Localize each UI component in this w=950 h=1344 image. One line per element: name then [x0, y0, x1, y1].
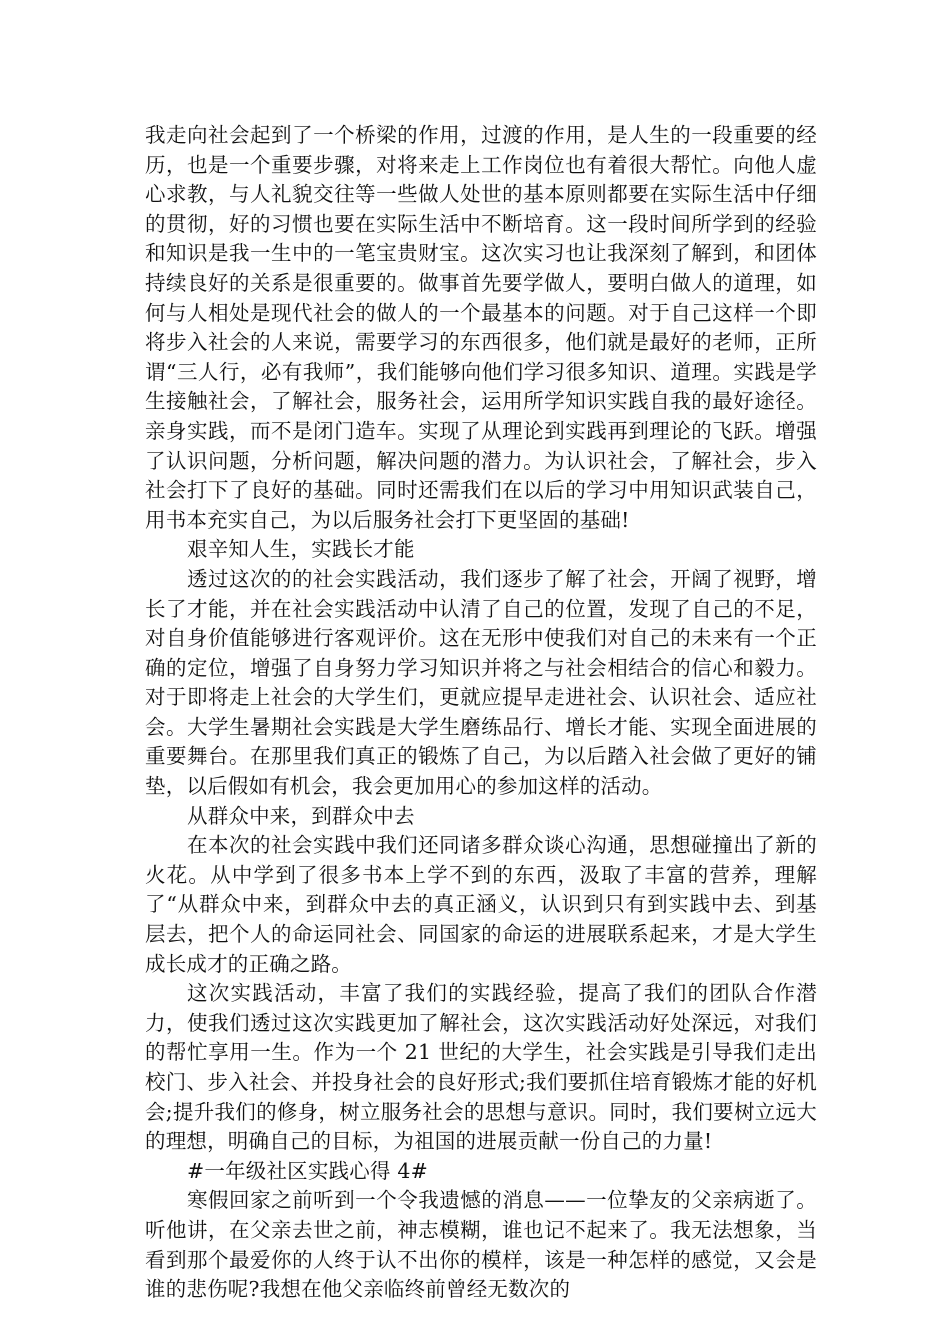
section-heading-4: #一年级社区实践心得 4# [187, 1158, 429, 1183]
paragraph-3: 在本次的社会实践中我们还同诸多群众谈心沟通，思想碰撞出了新的火花。从中学到了很多书本上学不到的东西，汲取了丰富的营养，理解了“从群众中来，到群众中去的真正涵义，认识到只有到实践中去、到基层去，把个人的命运同社会、同国家的命运的进展联系起来，才是大学生成长成才的正确之路。 [145, 833, 817, 976]
paragraph-4: 这次实践活动，丰富了我们的实践经验，提高了我们的团队合作潜力，使我们透过这次实践更加了解社会，这次实践活动好处深远，对我们的帮忙享用一生。作为一个 21 世纪的大学生，社会实践是引导我们走出校门、步入社会、并投身社会的良好形式;我们要抓住培育锻炼才能的好机会;提升我们的修身，树立服务社会的思想与意识。同时，我们要树立远大的理想，明确自己的目标，为祖国的进展贡献一份自己的力量! [145, 981, 817, 1154]
paragraph-1: 我走向社会起到了一个桥梁的作用，过渡的作用，是人生的一段重要的经历，也是一个重要步骤，对将来走上工作岗位也有着很大帮忙。向他人虚心求教，与人礼貌交往等一些做人处世的基本原则都要在实际生活中仔细的贯彻，好的习惯也要在实际生活中不断培育。这一段时间所学到的经验和知识是我一生中的一笔宝贵财宝。这次实习也让我深刻了解到，和团体持续良好的关系是很重要的。做事首先要学做人，要明白做人的道理，如何与人相处是现代社会的做人的一个最基本的问题。对于自己这样一个即将步入社会的人来说，需要学习的东西很多，他们就是最好的老师，正所谓“三人行，必有我师”，我们能够向他们学习很多知识、道理。实践是学生接触社会，了解社会，服务社会，运用所学知识实践自我的最好途径。亲身实践，而不是闭门造车。实现了从理论到实践再到理论的飞跃。增强了认识问题，分析问题，解决问题的潜力。为认识社会，了解社会，步入社会打下了良好的基础。同时还需我们在以后的学习中用知识武装自己，用书本充实自己，为以后服务社会打下更坚固的基础! [145, 123, 817, 532]
document-body [145, 121, 817, 1305]
paragraph-5: 寒假回家之前听到一个令我遗憾的消息——一位挚友的父亲病逝了。听他讲，在父亲去世之前，神志模糊，谁也记不起来了。我无法想象，当看到那个最爱你的人终于认不出你的模样，该是一种怎样的感觉，又会是谁的悲伤呢?我想在他父亲临终前曾经无数次的 [145, 1188, 817, 1302]
section-heading-hardship: 艰辛知人生，实践长才能 [187, 537, 415, 562]
paragraph-2: 透过这次的的社会实践活动，我们逐步了解了社会，开阔了视野，增长了才能，并在社会实践活动中认清了自己的位置，发现了自己的不足，对自身价值能够进行客观评价。这在无形中使我们对自己的未来有一个正确的定位，增强了自身努力学习知识并将之与社会相结合的信心和毅力。对于即将走上社会的大学生们，更就应提早走进社会、认识社会、适应社会。大学生暑期社会实践是大学生磨练品行、增长才能、实现全面进展的重要舞台。在那里我们真正的锻炼了自己，为以后踏入社会做了更好的铺垫，以后假如有机会，我会更加用心的参加这样的活动。 [145, 566, 817, 799]
section-heading-masses: 从群众中来，到群众中去 [187, 803, 415, 828]
